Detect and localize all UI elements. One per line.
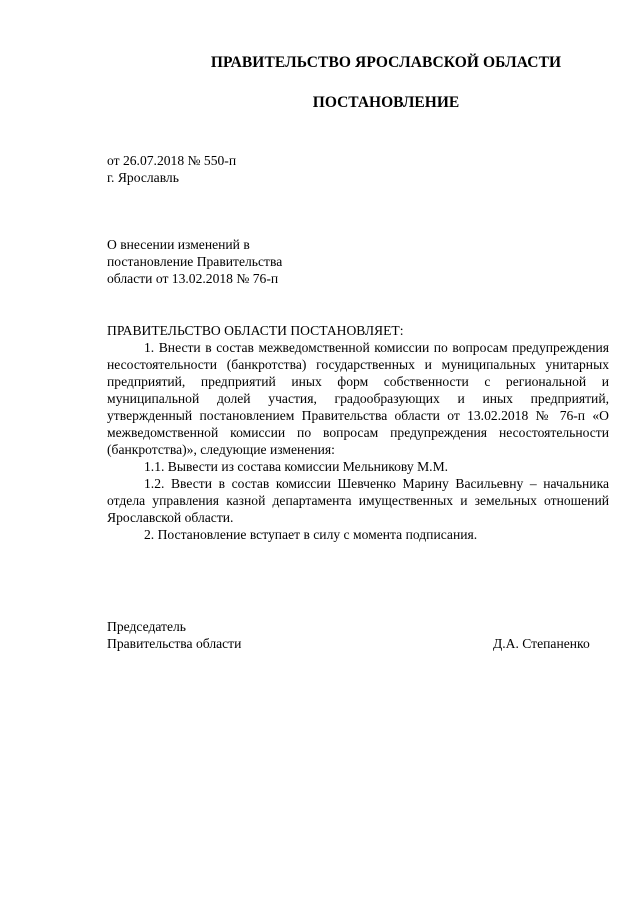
paragraph-1-1: 1.1. Вывести из состава комиссии Мельникову М.М. <box>144 459 449 474</box>
subject-block <box>107 236 337 287</box>
subject-line: постановление Правительства <box>107 254 283 269</box>
decree-heading: ПРАВИТЕЛЬСТВО ОБЛАСТИ ПОСТАНОВЛЯЕТ: <box>107 323 404 338</box>
date-number: от 26.07.2018 № 550-п <box>107 153 237 168</box>
signatory-position-line1: Председатель <box>107 619 186 634</box>
government-title: ПРАВИТЕЛЬСТВО ЯРОСЛАВСКОЙ ОБЛАСТИ <box>210 54 562 71</box>
document-body <box>107 322 609 543</box>
paragraph-1: 1. Внести в состав межведомственной комиссии по вопросам предупреждения несостоятельности (банкротства) государственных и муниципальных унитарных предприятий, предприятий иных форм собственности с региональной и муниципальной долей участия, градообразующих и иных предприятий, утвержденный постановлением Правительства области от 13.02.2018 № 76-п «О межведомственной комиссии по вопросам предупреждения несостоятельности (банкротства)», следующие изменения: <box>107 340 609 457</box>
paragraph-1-2: 1.2. Ввести в состав комиссии Шевченко Марину Васильевну – начальника отдела управления казной департамента имущественных и земельных отношений Ярославской области. <box>107 476 609 525</box>
subject-line: области от 13.02.2018 № 76-п <box>107 271 279 286</box>
subject-line: О внесении изменений в <box>107 237 250 252</box>
paragraph-2: 2. Постановление вступает в силу с момента подписания. <box>144 527 478 542</box>
city: г. Ярославль <box>107 170 179 185</box>
signatory-position-line2: Правительства области <box>107 636 242 651</box>
document-type: ПОСТАНОВЛЕНИЕ <box>312 94 460 111</box>
signatory-name: Д.А. Степаненко <box>493 636 590 651</box>
